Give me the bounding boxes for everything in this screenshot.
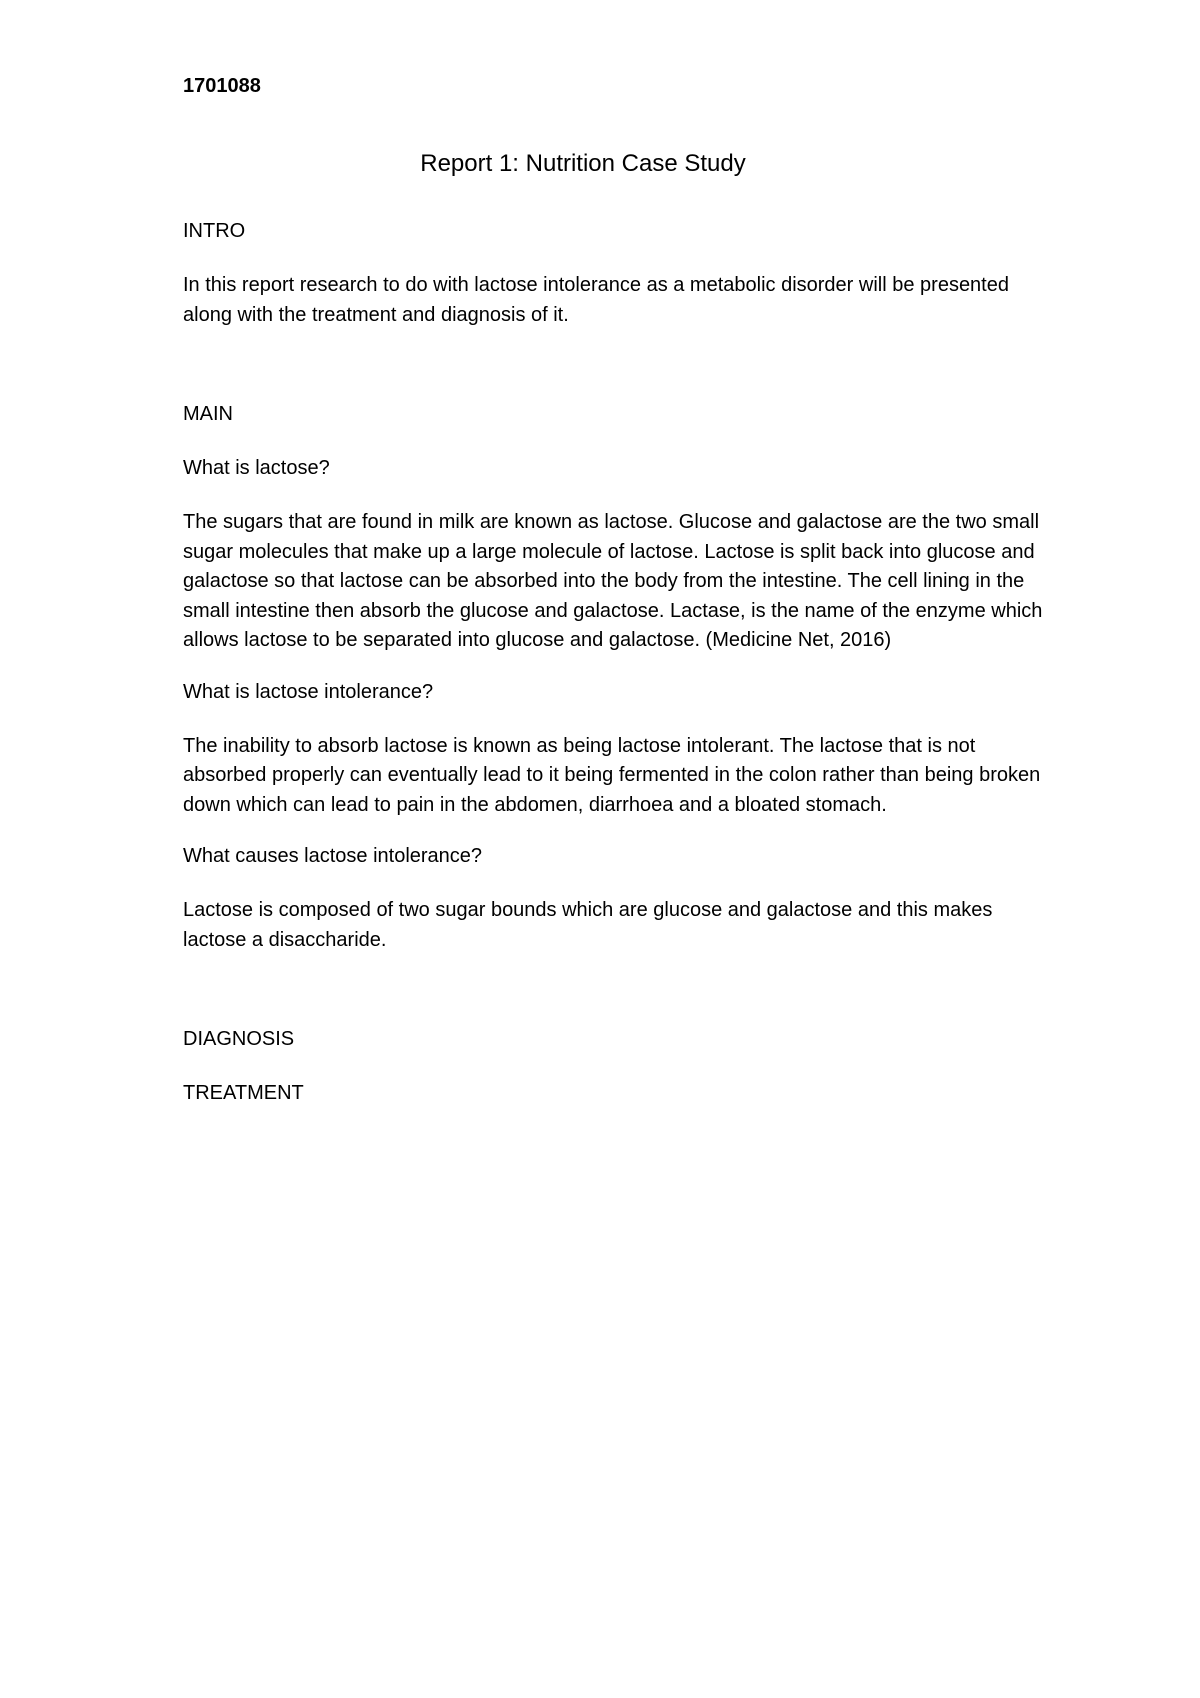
answer-what-is-lactose-intolerance: The inability to absorb lactose is known as being lactose intolerant. The lactose that is not absorbed properly can eventually lead to it being fermented in the colon rather than being broken down which can lead to pain in the abdomen, diarrhoea and a bloated stomach. xyxy=(183,734,1041,816)
treatment-heading: TREATMENT xyxy=(183,1082,304,1104)
main-heading: MAIN xyxy=(183,403,233,425)
answer-what-causes-lactose-intolerance: Lactose is composed of two sugar bounds which are glucose and galactose and this makes lactose a disaccharide. xyxy=(183,899,993,951)
intro-paragraph: In this report research to do with lactose intolerance as a metabolic disorder will be presented along with the treatment and diagnosis of it. xyxy=(183,274,1009,326)
question-what-causes-lactose-intolerance: What causes lactose intolerance? xyxy=(183,845,483,867)
diagnosis-heading: DIAGNOSIS xyxy=(183,1028,295,1050)
question-what-is-lactose: What is lactose? xyxy=(183,457,330,479)
report-title: Report 1: Nutrition Case Study xyxy=(420,150,746,177)
question-what-is-lactose-intolerance: What is lactose intolerance? xyxy=(183,680,434,703)
student-id: 1701088 xyxy=(183,75,261,97)
intro-heading: INTRO xyxy=(183,220,246,242)
document-body xyxy=(183,72,1043,1107)
answer-what-is-lactose: The sugars that are found in milk are known as lactose. Glucose and galactose are the two small sugar molecules that make up a large molecule of lactose. Lactose is split back into glucose and galactose so that lactose can be absorbed into the body from the intestine. The cell lining in the small intestine then absorb the glucose and galactose. Lactase, is the name of the enzyme which allows lactose to be separated into glucose and galactose. (Medicine Net, 2016) xyxy=(183,511,1043,651)
